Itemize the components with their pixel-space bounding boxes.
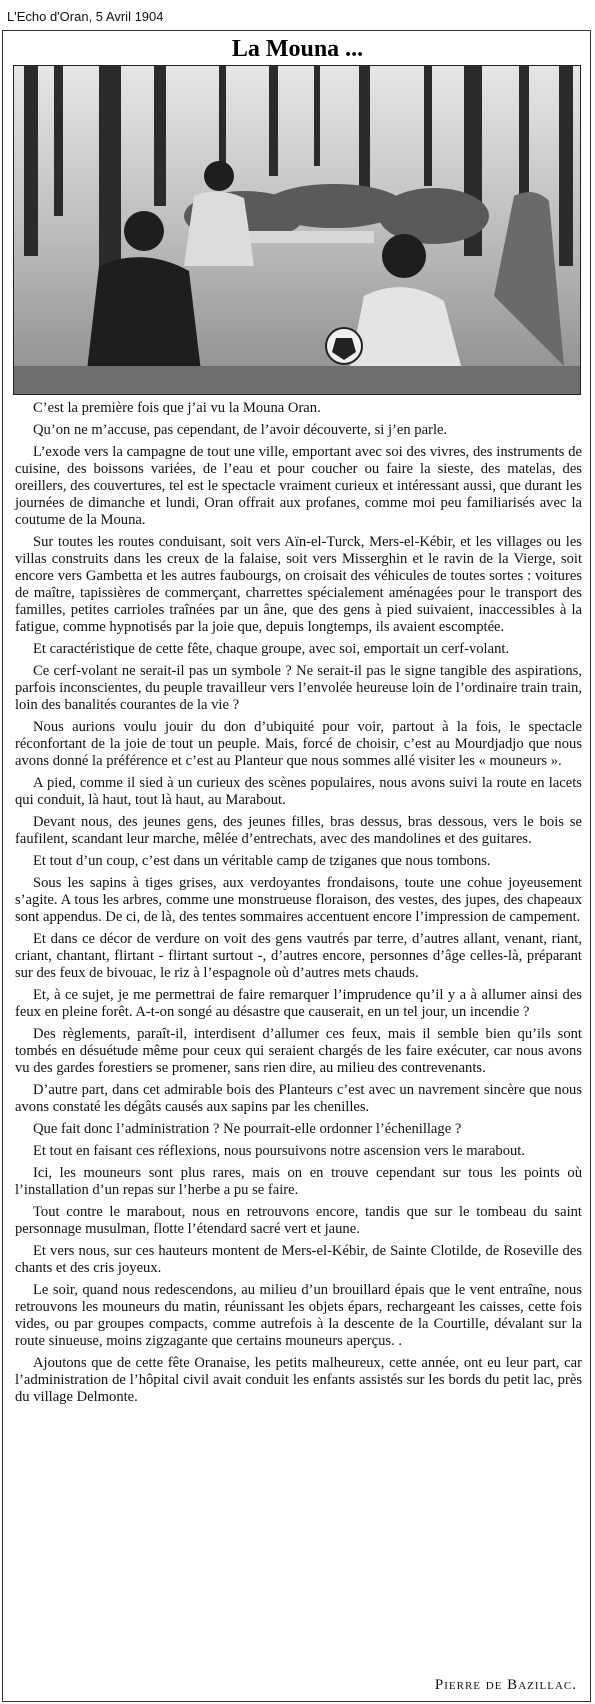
paragraph-13: Et, à ce sujet, je me permettrai de faire remarquer l’imprudence qu’il y a à allumer ainsi des feux en pleine forêt. A-t-on songé au désastre que causerait, en un tel jour, un incendie ?: [15, 987, 582, 1020]
paragraph-2: Qu’on ne m’accuse, pas cependant, de l’avoir découverte, si j’en parle.: [33, 422, 448, 438]
paragraph-17: Et tout en faisant ces réflexions, nous poursuivons notre ascension vers le marabout.: [33, 1143, 526, 1159]
article-body: [15, 400, 582, 1411]
source-line: L'Echo d'Oran, 5 Avril 1904: [7, 9, 164, 24]
paragraph-19: Tout contre le marabout, nous en retrouvons encore, tandis que sur le tombeau du saint personnage musulman, flotte l’étendard sacré vert et jaune.: [15, 1204, 582, 1237]
photograph-picnic-under-pines-icon: [14, 66, 581, 395]
paragraph-20: Et vers nous, sur ces hauteurs montent de Mers-el-Kébir, de Sainte Clotilde, de Roseville des chants et des cris joyeux.: [15, 1243, 582, 1276]
paragraph-12: Et dans ce décor de verdure on voit des gens vautrés par terre, d’autres allant, venant, riant, criant, chantant, flirtant - flirtant surtout -, d’autres encore, personnes d’âge celles-là, préparant sur des feux de bivouac, le riz à l’espagnole où d’autres mets chauds.: [15, 931, 582, 981]
paragraph-15: D’autre part, dans cet admirable bois des Planteurs c’est avec un navrement sincère que nous avons constaté les dégâts causés aux sapins par les chenilles.: [15, 1082, 582, 1115]
author-signature: Pierre de Bazillac.: [434, 1677, 577, 1693]
paragraph-14: Des règlements, paraît-il, interdisent d’allumer ces feux, mais il semble bien qu’ils sont tombés en désuétude même pour ceux qui seraient chargés de les faire exécuter, car nous avons vu des gardes forestiers se promener, sans rien dire, au milieu des contrevenants.: [15, 1026, 582, 1076]
photograph: [13, 65, 581, 395]
article-title: La Mouna ...: [231, 36, 364, 62]
paragraph-6: Ce cerf-volant ne serait-il pas un symbole ? Ne serait-il pas le signe tangible des aspirations, parfois inconscientes, du peuple travailleur vers l’envolée heureuse loin de l’ordinaire train train, loin des banalités courantes de la vie ?: [15, 663, 582, 713]
paragraph-8: A pied, comme il sied à un curieux des scènes populaires, nous avons suivi la route en lacets qui conduit, là haut, tout là haut, au Marabout.: [15, 775, 582, 808]
paragraph-7: Nous aurions voulu jouir du don d’ubiquité pour voir, partout à la fois, le spectacle réconfortant de la joie de tout un peuple. Mais, forcé de choisir, c’est au Mourdjadjo que nous avons donné la préférence et c’est au Planteur que nous sommes allé visiter les « mouneurs ».: [15, 719, 582, 769]
paragraph-1: C’est la première fois que j’ai vu la Mouna Oran.: [33, 400, 321, 416]
paragraph-3: L’exode vers la campagne de tout une ville, emportant avec soi des vivres, des instruments de cuisine, des boissons variées, de l’eau et pour coucher ou faire la sieste, des matelas, des oreillers, des couvertures, tel est le spectacle vraiment curieux et intéressant aussi, que durant les journées de dimanche et lundi, Oran offrait aux profanes, comme moi peu familiarisés avec la coutume de la Mouna.: [15, 444, 582, 528]
paragraph-11: Sous les sapins à tiges grises, aux verdoyantes frondaisons, toute une cohue joyeusement s’agite. A tous les arbres, comme une monstrueuse floraison, des vestes, des jupes, des chapeaux sont appendus. De ci, de là, des tentes sommaires accentuent encore l’impression de campement.: [15, 875, 582, 925]
paragraph-16: Que fait donc l’administration ? Ne pourrait-elle ordonner l’échenillage ?: [33, 1121, 462, 1137]
paragraph-21: Le soir, quand nous redescendons, au milieu d’un brouillard épais que le vent entraîne, nous retrouvons les mouneurs du matin, réunissant les objets épars, rechargeant les caisses, cette fois vides, ou par groupes compacts, comme autrefois à la descente de la Courtille, dévalant sur la route sinueuse, moins zigzagante que certains mouneurs aperçus. .: [15, 1282, 582, 1349]
paragraph-10: Et tout d’un coup, c’est dans un véritable camp de tziganes que nous tombons.: [33, 853, 491, 869]
paragraph-4: Sur toutes les routes conduisant, soit vers Aïn-el-Turck, Mers-el-Kébir, et les villages ou les villas construits dans les creux de la falaise, soit vers Misserghin et le ravin de la Vierge, soit encore vers Gambetta et les autres faubourgs, on croisait des véhicules de toutes sortes : voitures de maître, tapissières de commerçant, charrettes spécialement aménagées pour le transport des familles, petites carrioles traînées par un âne, que des gens à pied suivaient, inaccessibles à la fatigue, comme hypnotisés par la joie que, depuis longtemps, ils avaient escomptée.: [15, 534, 582, 635]
paragraph-22: Ajoutons que de cette fête Oranaise, les petits malheureux, cette année, ont eu leur part, car l’administration de l’hôpital civil avait conduit les enfants assistés sur les bords du petit lac, près du village Delmonte.: [15, 1355, 582, 1405]
paragraph-9: Devant nous, des jeunes gens, des jeunes filles, bras dessus, bras dessous, vers le bois se faufilent, scandant leur marche, mêlée d’entrechats, avec des mandolines et des guitares.: [15, 814, 582, 847]
paragraph-5: Et caractéristique de cette fête, chaque groupe, avec soi, emportait un cerf-volant.: [33, 641, 510, 657]
paragraph-18: Ici, les mouneurs sont plus rares, mais on en trouve cependant sur tous les points où l’installation d’un repas sur l’herbe a pu se faire.: [15, 1165, 582, 1198]
